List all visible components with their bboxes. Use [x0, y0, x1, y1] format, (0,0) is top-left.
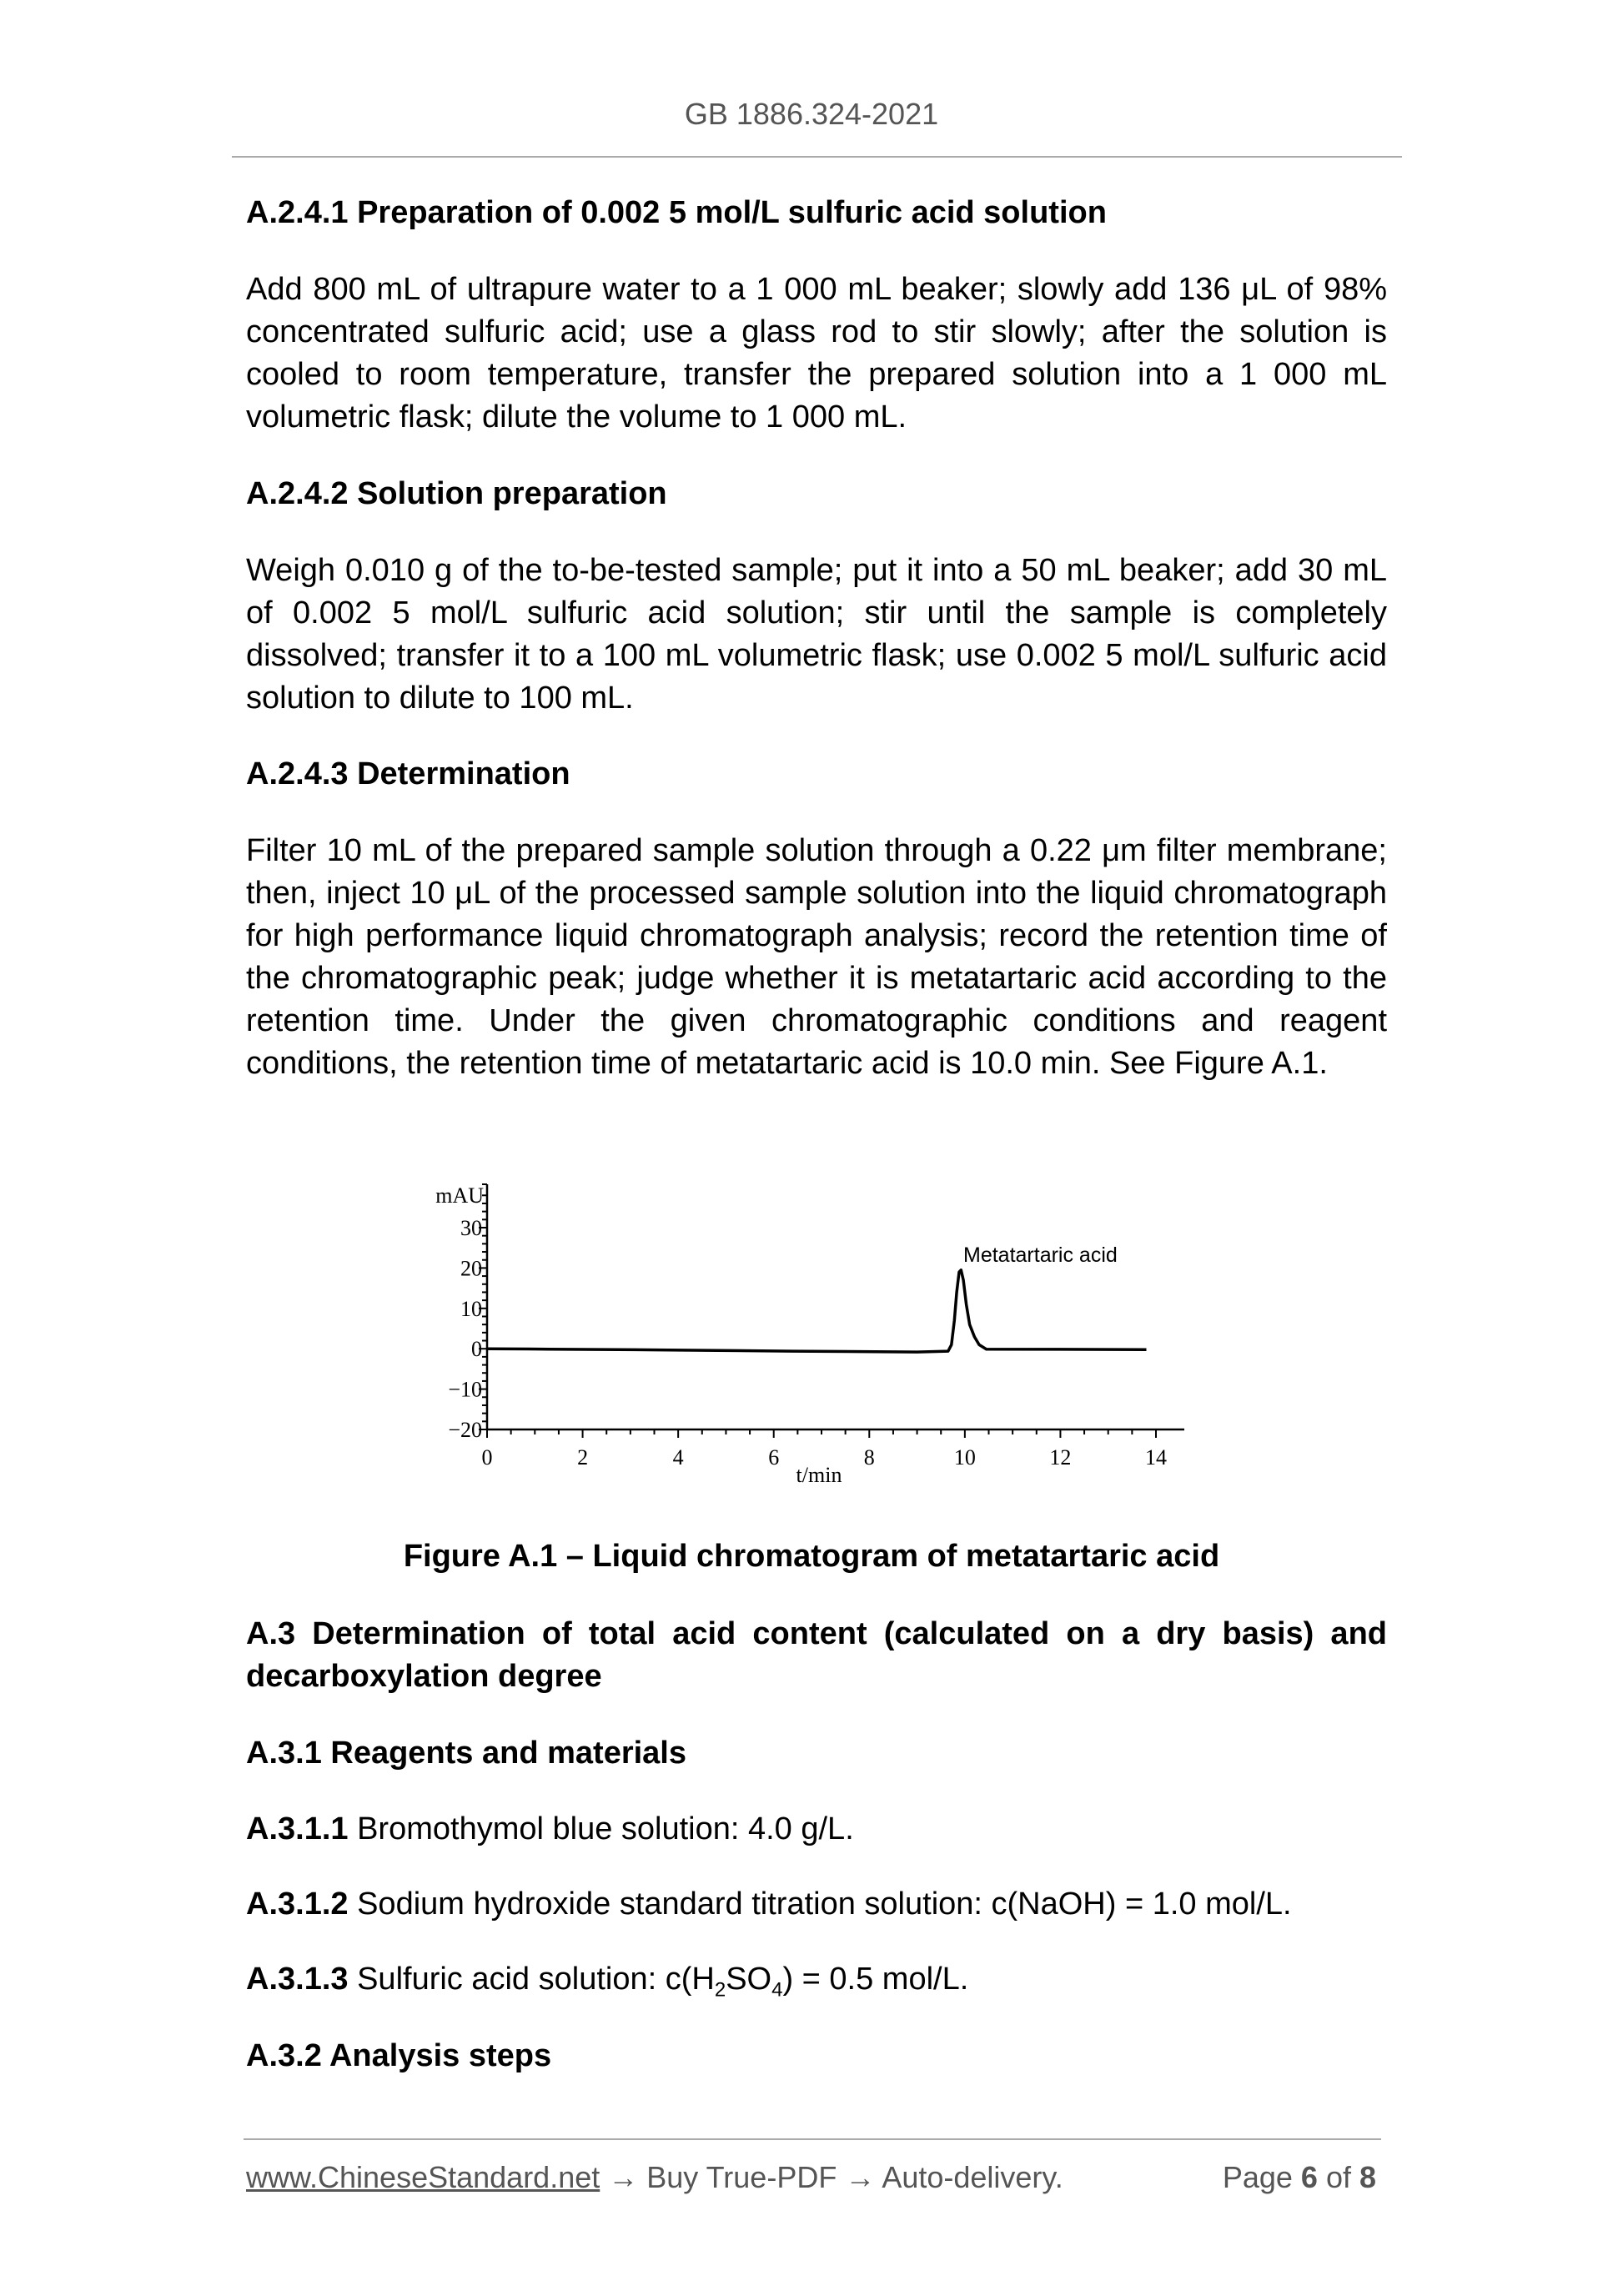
- subscript: 4: [771, 1978, 783, 2002]
- item-text: Sodium hydroxide standard titration solution: c(NaOH) = 1.0 mol/L.: [348, 1887, 1292, 1922]
- list-item: [246, 1958, 1387, 2012]
- section-heading: A.3 Determination of total acid content (calculated on a dry basis) and decarboxylation degree: [246, 1616, 1387, 1694]
- document-header: GB 1886.324-2021: [684, 97, 939, 131]
- page-indicator: [1223, 2160, 1376, 2195]
- x-tick-label: 12: [1049, 1445, 1072, 1470]
- subscript: 2: [714, 1978, 726, 2002]
- chromatogram-chart: [0, 1168, 1623, 1501]
- footer-divider: [244, 2138, 1381, 2140]
- x-tick-label: 14: [1145, 1445, 1167, 1470]
- chromatogram-line: [487, 1270, 1147, 1352]
- list-item: [246, 1808, 1387, 1851]
- website-link[interactable]: www.ChineseStandard.net: [246, 2160, 600, 2194]
- x-axis-label: t/min: [796, 1463, 842, 1487]
- section-heading: A.2.4.3 Determination: [246, 756, 570, 791]
- y-tick-label: 20: [460, 1256, 482, 1281]
- list-item: [246, 1883, 1387, 1926]
- item-text: SO: [726, 1962, 772, 1997]
- x-tick-label: 2: [577, 1445, 589, 1470]
- x-tick-label: 8: [863, 1445, 875, 1470]
- page-label: Page: [1222, 2160, 1301, 2194]
- section-heading: A.2.4.2 Solution preparation: [246, 476, 667, 511]
- item-number: A.3.1.1: [246, 1811, 349, 1846]
- footer-promo: → Buy True-PDF → Auto-delivery.: [600, 2160, 1063, 2194]
- peak-annotation: Metatartaric acid: [963, 1243, 1118, 1267]
- figure-caption: Figure A.1 – Liquid chromatogram of metatartaric acid: [403, 1539, 1220, 1574]
- item-text: Bromothymol blue solution: 4.0 g/L.: [348, 1811, 854, 1846]
- page-number: 6: [1300, 2160, 1318, 2194]
- paragraph: Filter 10 mL of the prepared sample solution through a 0.22 μm filter membrane; then, inject 10 μL of the processed sample solution into the liquid chromatograph for high performance liquid chromatograph analysis; record the retention time of the chromatographic peak; judge whether it is metatartaric acid according to the retention time. Under the given chromatographic conditions and reagent conditions, the retention time of metatartaric acid is 10.0 min. See Figure A.1.: [246, 833, 1387, 1081]
- page-of: of: [1317, 2160, 1359, 2194]
- section-heading: A.3.1 Reagents and materials: [246, 1736, 686, 1771]
- item-number: A.3.1.3: [246, 1962, 349, 1997]
- item-text: ) = 0.5 mol/L.: [782, 1962, 969, 1997]
- item-number: A.3.1.2: [246, 1887, 349, 1922]
- x-tick-label: 4: [672, 1445, 684, 1470]
- y-tick-label: −10: [448, 1377, 482, 1402]
- paragraph: Weigh 0.010 g of the to-be-tested sample; put it into a 50 mL beaker; add 30 mL of 0.002 5 mol/L sulfuric acid solution; stir until the sample is completely dissolved; transfer it to a 100 mL volumetric flask; use 0.002 5 mol/L sulfuric acid solution to dilute to 100 mL.: [246, 553, 1387, 716]
- x-tick-label: 10: [953, 1445, 976, 1470]
- footer-text: [246, 2160, 1063, 2195]
- header-divider: [232, 156, 1402, 158]
- page-total: 8: [1359, 2160, 1376, 2194]
- x-tick-label: 6: [768, 1445, 780, 1470]
- item-text: Sulfuric acid solution: c(H: [348, 1962, 715, 1997]
- y-axis-label: mAU: [435, 1183, 484, 1208]
- y-tick-label: 30: [460, 1216, 482, 1240]
- y-tick-label: 0: [471, 1337, 482, 1362]
- section-heading: A.2.4.1 Preparation of 0.002 5 mol/L sulfuric acid solution: [246, 195, 1107, 230]
- x-tick-label: 0: [481, 1445, 493, 1470]
- paragraph: Add 800 mL of ultrapure water to a 1 000 mL beaker; slowly add 136 μL of 98% concentrated sulfuric acid; use a glass rod to stir slowly; after the solution is cooled to room temperature, transfer the prepared solution into a 1 000 mL volumetric flask; dilute the volume to 1 000 mL.: [246, 272, 1387, 435]
- y-tick-label: 10: [460, 1296, 482, 1321]
- y-tick-label: −20: [448, 1418, 482, 1442]
- section-heading: A.3.2 Analysis steps: [246, 2038, 552, 2073]
